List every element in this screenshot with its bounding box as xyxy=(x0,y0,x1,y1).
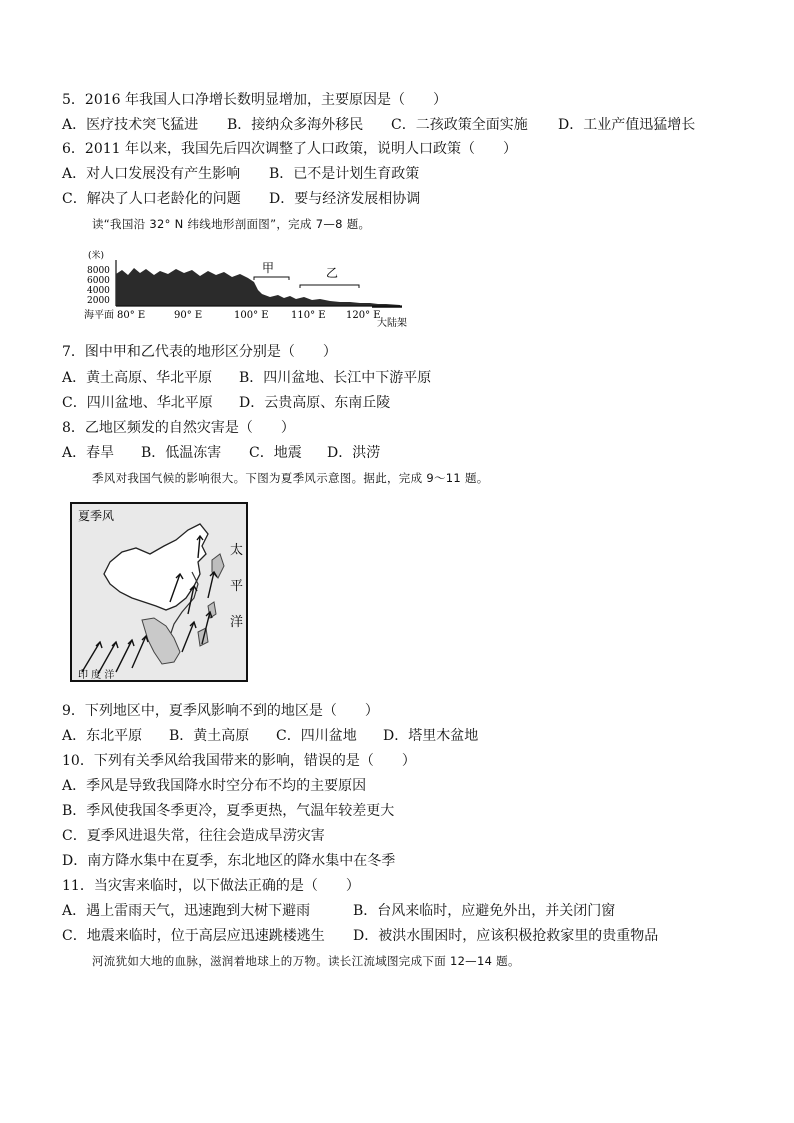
profile-bracket-jia xyxy=(254,277,289,280)
q8-option-c[interactable]: C．地震 xyxy=(249,445,302,461)
map-title: 夏季风 xyxy=(78,509,115,523)
q9-option-a[interactable]: A．东北平原 xyxy=(62,728,143,744)
q6-stem: 6．2011 年以来，我国先后四次调整了人口政策，说明人口政策（ ） xyxy=(62,141,517,157)
profile-x-tick-120e: 120° E xyxy=(346,310,381,321)
q6-options-row1 xyxy=(62,164,419,184)
q8-options xyxy=(62,443,380,463)
q11-options-row2 xyxy=(62,926,658,946)
map-bottom-text: 印 度 洋 xyxy=(78,670,115,681)
q10-option-b[interactable]: B．季风使我国冬季更冷，夏季更热，气温年较差更大 xyxy=(62,803,395,819)
q11-stem: 11．当灾害来临时，以下做法正确的是（ ） xyxy=(62,878,360,894)
profile-x-tick-90e: 90° E xyxy=(174,310,203,321)
profile-x-tick-80e: 80° E xyxy=(117,310,146,321)
q9-option-d[interactable]: D．塔里木盆地 xyxy=(383,728,479,744)
q6-options-row2 xyxy=(62,189,420,209)
profile-y-tick-2000: 2000 xyxy=(87,296,110,306)
q5-option-a[interactable]: A．医疗技术突飞猛进 xyxy=(62,117,199,133)
intro-12-14: 河流犹如大地的血脉，滋润着地球上的万物。读长江流域图完成下面 12—14 题。 xyxy=(92,954,520,968)
profile-unit-label: (米) xyxy=(88,251,105,261)
map-ocean-char-3: 洋 xyxy=(230,615,244,630)
profile-y-tick-6000: 6000 xyxy=(87,276,110,286)
q10-stem: 10．下列有关季风给我国带来的影响，错误的是（ ） xyxy=(62,753,416,769)
map-ocean-char-2: 平 xyxy=(230,579,244,594)
map-ocean-char-1: 太 xyxy=(230,543,244,558)
q5-option-c[interactable]: C．二孩政策全面实施 xyxy=(391,117,528,133)
q7-stem: 7．图中甲和乙代表的地形区分别是（ ） xyxy=(62,344,337,360)
profile-sea-level-label: 海平面 xyxy=(84,310,114,321)
terrain-profile-shape xyxy=(116,268,400,306)
intro-9-11: 季风对我国气候的影响很大。下图为夏季风示意图。据此，完成 9～11 题。 xyxy=(92,471,489,485)
q11-option-a[interactable]: A．遇上雷雨天气，迅速跑到大树下避雨 xyxy=(62,903,311,919)
q8-stem: 8．乙地区频发的自然灾害是（ ） xyxy=(62,420,295,436)
q5-option-b[interactable]: B．接纳众多海外移民 xyxy=(227,117,364,133)
q7-option-a[interactable]: A．黄土高原、华北平原 xyxy=(62,370,213,386)
q6-option-d[interactable]: D．要与经济发展相协调 xyxy=(269,191,421,207)
q9-stem: 9．下列地区中，夏季风影响不到的地区是（ ） xyxy=(62,703,379,719)
q5-stem: 5．2016 年我国人口净增长数明显增加，主要原因是（ ） xyxy=(62,92,447,108)
summer-monsoon-map xyxy=(70,502,248,682)
q8-option-b[interactable]: B．低温冻害 xyxy=(141,445,222,461)
q10-option-c[interactable]: C．夏季风进退失常，往往会造成旱涝灾害 xyxy=(62,828,325,844)
q11-options-row1 xyxy=(62,901,615,921)
q8-option-a[interactable]: A．春旱 xyxy=(62,445,115,461)
q11-option-c[interactable]: C．地震来临时，位于高层应迅速跳楼逃生 xyxy=(62,928,325,944)
profile-x-tick-100e: 100° E xyxy=(234,310,269,321)
q7-options-row1 xyxy=(62,368,431,388)
profile-y-tick-8000: 8000 xyxy=(87,266,110,276)
profile-x-tick-110e: 110° E xyxy=(291,310,326,321)
profile-label-yi: 乙 xyxy=(326,266,339,280)
q8-option-d[interactable]: D．洪涝 xyxy=(327,445,381,461)
q7-option-b[interactable]: B．四川盆地、长江中下游平原 xyxy=(239,370,432,386)
q7-option-d[interactable]: D．云贵高原、东南丘陵 xyxy=(239,395,391,411)
q6-option-b[interactable]: B．已不是计划生育政策 xyxy=(269,166,420,182)
q9-option-b[interactable]: B．黄土高原 xyxy=(169,728,250,744)
profile-shelf-label: 大陆架 xyxy=(377,318,407,329)
profile-label-jia: 甲 xyxy=(262,261,275,275)
q5-option-d[interactable]: D．工业产值迅猛增长 xyxy=(558,117,696,133)
intro-7-8: 读“我国沿 32° N 纬线地形剖面图”，完成 7—8 题。 xyxy=(92,217,371,231)
q11-option-d[interactable]: D．被洪水围困时，应该积极抢救家里的贵重物品 xyxy=(353,928,659,944)
q6-option-a[interactable]: A．对人口发展没有产生影响 xyxy=(62,166,241,182)
profile-y-tick-4000: 4000 xyxy=(87,286,110,296)
q6-option-c[interactable]: C．解决了人口老龄化的问题 xyxy=(62,191,241,207)
q10-option-a[interactable]: A．季风是导致我国降水时空分布不均的主要原因 xyxy=(62,778,367,794)
q9-options xyxy=(62,726,478,746)
q5-options xyxy=(62,115,695,135)
q7-options-row2 xyxy=(62,393,390,413)
profile-bracket-yi xyxy=(300,285,359,288)
q10-option-d[interactable]: D．南方降水集中在夏季，东北地区的降水集中在冬季 xyxy=(62,853,396,869)
terrain-profile-figure xyxy=(84,244,424,330)
q7-option-c[interactable]: C．四川盆地、华北平原 xyxy=(62,395,213,411)
q9-option-c[interactable]: C．四川盆地 xyxy=(276,728,357,744)
q11-option-b[interactable]: B．台风来临时，应避免外出，并关闭门窗 xyxy=(353,903,616,919)
